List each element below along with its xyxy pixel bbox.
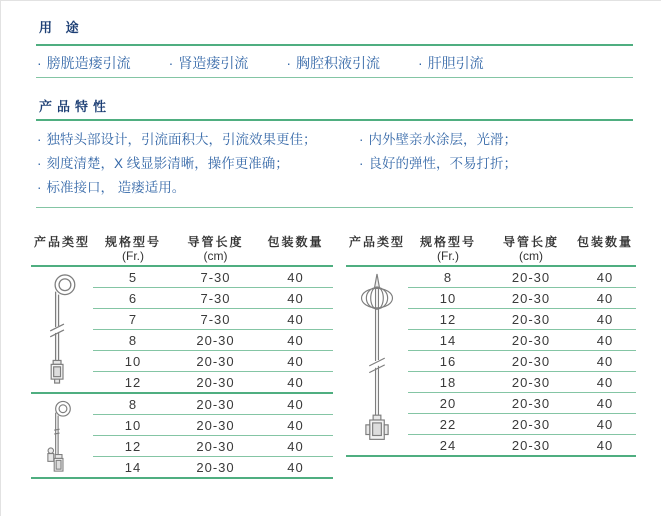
feature-item xyxy=(359,152,517,176)
column-header xyxy=(93,235,173,263)
length-value: 7-30 xyxy=(200,311,231,327)
column-header-label: 导管长度 xyxy=(187,235,244,249)
bullet-dot: · xyxy=(286,55,292,71)
divider xyxy=(36,207,633,208)
column-header-unit: (cm) xyxy=(519,249,543,263)
column-header-unit xyxy=(258,250,333,263)
spec-row xyxy=(408,330,636,351)
column-header-label: 导管长度 xyxy=(502,235,559,249)
usage-item xyxy=(418,53,484,73)
spec-row xyxy=(408,267,636,288)
length-value: 20-30 xyxy=(511,290,551,306)
length-value: 20-30 xyxy=(511,395,551,411)
bullet-dot: · xyxy=(418,55,423,71)
length-value: 20-30 xyxy=(511,332,551,348)
divider xyxy=(36,44,633,46)
qty-value: 40 xyxy=(287,269,304,285)
table-header-row xyxy=(31,232,333,267)
bullet-dot: · xyxy=(359,156,364,171)
spec-fr-value: 5 xyxy=(128,269,138,285)
spec-fr-value: 16 xyxy=(439,353,457,369)
qty-value: 40 xyxy=(287,438,304,454)
length-value: 7-30 xyxy=(200,269,231,285)
usage-item-label: 胸腔积液引流 xyxy=(296,55,381,71)
feature-item-label: 内外壁亲水涂层，光滑； xyxy=(368,132,517,147)
column-header-unit: (Fr.) xyxy=(122,249,144,263)
length-value: 20-30 xyxy=(196,417,235,433)
bullet-dot: · xyxy=(37,180,42,195)
spec-rows xyxy=(408,267,636,455)
bullet-dot: · xyxy=(168,55,174,71)
feature-item-label: 刻度清楚，X 线显影清晰，操作更准确； xyxy=(46,156,289,171)
usage-item xyxy=(169,53,249,73)
product-group xyxy=(346,267,636,457)
features-list xyxy=(37,128,517,200)
spec-row xyxy=(93,415,333,436)
usage-section-title: 用 途 xyxy=(39,20,84,35)
qty-value: 40 xyxy=(287,353,304,369)
spec-fr-value: 10 xyxy=(124,353,142,369)
product-group xyxy=(31,267,333,394)
spec-fr-value: 20 xyxy=(439,395,457,411)
usage-item-label: 肾造瘘引流 xyxy=(178,55,249,71)
spec-fr-value: 10 xyxy=(124,417,142,433)
qty-value: 40 xyxy=(596,437,614,453)
column-header xyxy=(173,235,258,263)
length-value: 20-30 xyxy=(511,269,551,285)
spec-row xyxy=(408,414,636,435)
length-value: 20-30 xyxy=(511,416,551,432)
qty-value: 40 xyxy=(596,395,614,411)
qty-value: 40 xyxy=(287,417,304,433)
length-value: 20-30 xyxy=(196,353,235,369)
feature-item xyxy=(37,152,359,176)
spec-row xyxy=(408,393,636,414)
qty-value: 40 xyxy=(287,459,304,475)
spec-row xyxy=(93,267,333,288)
length-value: 20-30 xyxy=(511,374,551,390)
feature-item-label: 标准接口， 造瘘适用。 xyxy=(46,180,186,195)
usage-list xyxy=(37,53,484,73)
spec-fr-value: 8 xyxy=(128,396,138,412)
column-header xyxy=(408,235,488,263)
divider xyxy=(36,119,633,121)
product-illustration xyxy=(31,267,93,392)
bullet-dot: · xyxy=(37,55,42,71)
pigtail-catheter-with-valve-icon xyxy=(43,399,81,475)
qty-value: 40 xyxy=(596,269,614,285)
length-value: 20-30 xyxy=(511,353,551,369)
spec-rows xyxy=(93,394,333,477)
spec-fr-value: 6 xyxy=(128,290,138,306)
qty-value: 40 xyxy=(287,311,304,327)
length-value: 20-30 xyxy=(511,437,551,453)
qty-value: 40 xyxy=(596,332,614,348)
feature-item xyxy=(37,176,359,200)
spec-fr-value: 12 xyxy=(124,438,142,454)
bullet-dot: · xyxy=(37,156,42,171)
spec-fr-value: 8 xyxy=(128,332,138,348)
spec-table-malecot xyxy=(346,232,636,457)
length-value: 20-30 xyxy=(196,459,235,475)
usage-item xyxy=(286,53,380,73)
spec-fr-value: 8 xyxy=(443,269,453,285)
feature-item-label: 独特头部设计，引流面积大，引流效果更佳； xyxy=(46,132,317,147)
spec-table-pigtail xyxy=(31,232,333,479)
column-header xyxy=(258,235,333,263)
feature-item xyxy=(37,128,359,152)
column-header-unit xyxy=(31,250,93,263)
length-value: 7-30 xyxy=(200,290,231,306)
bullet-dot: · xyxy=(37,132,42,147)
spec-row xyxy=(93,436,333,457)
spec-fr-value: 10 xyxy=(439,290,457,306)
column-header xyxy=(346,235,408,263)
usage-item xyxy=(37,53,131,73)
qty-value: 40 xyxy=(287,396,304,412)
features-column xyxy=(37,128,359,200)
spec-row xyxy=(408,435,636,455)
spec-fr-value: 12 xyxy=(439,311,457,327)
length-value: 20-30 xyxy=(196,332,235,348)
product-illustration xyxy=(31,394,93,477)
spec-row xyxy=(93,351,333,372)
spec-fr-value: 12 xyxy=(124,374,142,390)
qty-value: 40 xyxy=(287,374,304,390)
table-header-row xyxy=(346,232,636,267)
column-header-unit xyxy=(346,250,408,263)
qty-value: 40 xyxy=(596,353,614,369)
length-value: 20-30 xyxy=(196,374,235,390)
qty-value: 40 xyxy=(287,332,304,348)
feature-item-label: 良好的弹性，不易打折； xyxy=(368,156,517,171)
column-header-label: 规格型号 xyxy=(419,235,476,249)
qty-value: 40 xyxy=(287,290,304,306)
spec-row xyxy=(93,309,333,330)
spec-row xyxy=(93,288,333,309)
pigtail-catheter-icon xyxy=(43,272,81,386)
product-group xyxy=(31,394,333,479)
product-illustration xyxy=(346,267,408,455)
malecot-catheter-icon xyxy=(355,272,399,450)
qty-value: 40 xyxy=(596,416,614,432)
spec-rows xyxy=(93,267,333,392)
usage-item-label: 膀胱造瘘引流 xyxy=(46,55,131,71)
length-value: 20-30 xyxy=(196,438,235,454)
spec-row xyxy=(93,330,333,351)
features-section-title: 产品特性 xyxy=(39,99,112,114)
spec-row xyxy=(93,457,333,477)
spec-fr-value: 14 xyxy=(439,332,457,348)
qty-value: 40 xyxy=(596,290,614,306)
spec-fr-value: 14 xyxy=(124,459,142,475)
feature-item xyxy=(359,128,517,152)
spec-row xyxy=(93,394,333,415)
column-header-label: 规格型号 xyxy=(104,235,161,249)
column-header xyxy=(31,235,93,263)
column-header-label: 包装数量 xyxy=(576,235,633,249)
qty-value: 40 xyxy=(596,311,614,327)
spec-row xyxy=(408,288,636,309)
column-header-unit: (cm) xyxy=(203,249,228,263)
spec-fr-value: 7 xyxy=(128,311,138,327)
spec-fr-value: 22 xyxy=(439,416,457,432)
spec-row xyxy=(408,372,636,393)
spec-fr-value: 24 xyxy=(439,437,457,453)
length-value: 20-30 xyxy=(196,396,235,412)
length-value: 20-30 xyxy=(511,311,551,327)
column-header-unit xyxy=(574,250,636,263)
qty-value: 40 xyxy=(596,374,614,390)
spec-row xyxy=(408,309,636,330)
column-header xyxy=(574,235,636,263)
divider xyxy=(36,77,633,78)
usage-item-label: 肝胆引流 xyxy=(427,55,484,71)
column-header-label: 产品类型 xyxy=(348,235,405,249)
column-header-label: 产品类型 xyxy=(33,235,90,249)
column-header xyxy=(488,235,574,263)
bullet-dot: · xyxy=(359,132,364,147)
spec-row xyxy=(408,351,636,372)
column-header-unit: (Fr.) xyxy=(437,249,459,263)
spec-row xyxy=(93,372,333,392)
spec-fr-value: 18 xyxy=(439,374,457,390)
features-column xyxy=(359,128,517,200)
column-header-label: 包装数量 xyxy=(267,235,324,249)
